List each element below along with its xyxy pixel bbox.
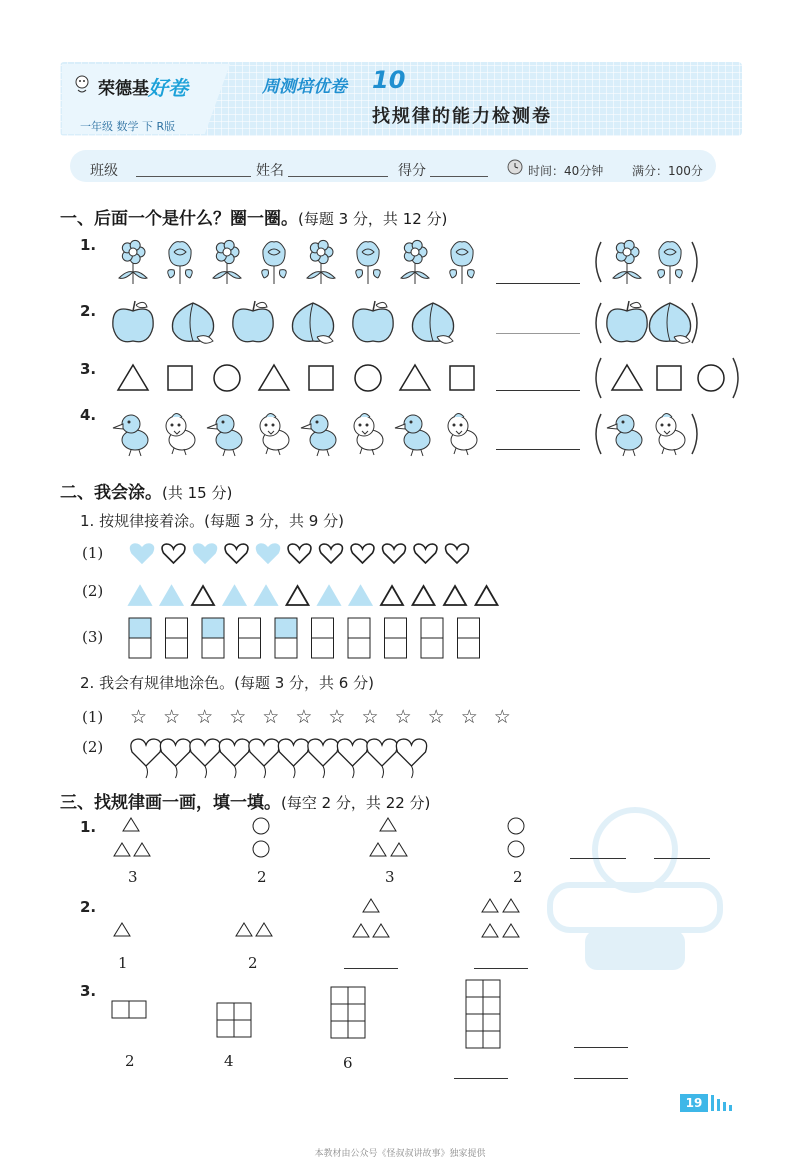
row-label: (2)	[82, 582, 104, 600]
part1-title: 1. 按规律接着涂。	[80, 512, 205, 530]
footer-credit: 本教材由公众号《怪叔叔讲故事》独家提供	[314, 1149, 486, 1159]
score-label: 得分	[398, 163, 426, 179]
row-label: (2)	[82, 738, 104, 756]
s3-q2-number: 2.	[80, 898, 97, 916]
q1-number: 1.	[80, 236, 97, 254]
s3-q2-label: 1	[118, 954, 128, 972]
triangle-group	[236, 923, 272, 936]
test-title: 周测培优卷	[262, 77, 347, 97]
grid-4	[217, 1003, 251, 1037]
sub-brand: 好卷	[148, 76, 188, 100]
section1-title: 一、后面一个是什么？圈一圈。	[60, 209, 298, 229]
triangle-group	[114, 923, 130, 936]
section1-note: (每题 3 分，共 12 分)	[298, 210, 448, 228]
grid-6	[331, 987, 365, 1038]
q3-number: 3.	[80, 360, 97, 378]
part1-note: (每题 3 分，共 9 分)	[204, 512, 344, 530]
test-number: 10	[372, 66, 406, 94]
row-label: (1)	[82, 544, 104, 562]
s3-q3-label: 6	[343, 1054, 353, 1072]
name-label: 姓名	[256, 163, 284, 179]
s3-q2-label: 2	[248, 954, 258, 972]
s3-q3-number: 3.	[80, 982, 97, 1000]
part2-title: 2. 我会有规律地涂色。	[80, 674, 235, 692]
circle-group	[253, 818, 269, 857]
s3-q1-label: 3	[385, 868, 395, 886]
full-score: 满分：100分	[632, 164, 703, 178]
s3-q1-label: 2	[513, 868, 523, 886]
section3-note: (每空 2 分，共 22 分)	[281, 794, 431, 812]
triangle-group	[353, 899, 389, 937]
page-title: 找规律的能力检测卷	[372, 106, 552, 127]
s3-q1-label: 3	[128, 868, 138, 886]
triangle-group	[114, 818, 150, 856]
watermark-logo	[540, 790, 730, 980]
s3-q3-label: 4	[224, 1052, 234, 1070]
row-label: (1)	[82, 708, 104, 726]
section3-title: 三、找规律画一画，填一填。	[60, 793, 281, 813]
grade-label: 一年级 数学 下 R版	[80, 120, 176, 133]
class-label: 班级	[90, 163, 118, 179]
brand-name: 荣德基	[98, 79, 149, 99]
stars-row[interactable]: ☆ ☆ ☆ ☆ ☆ ☆ ☆ ☆ ☆ ☆ ☆ ☆	[130, 706, 516, 728]
part2-note: (每题 3 分，共 6 分)	[234, 674, 374, 692]
section2-note: (共 15 分)	[162, 484, 233, 502]
section2-title: 二、我会涂。	[60, 483, 162, 503]
s3-q1-number: 1.	[80, 818, 97, 836]
circle-group	[508, 818, 524, 857]
q2-number: 2.	[80, 302, 97, 320]
triangle-group	[370, 818, 407, 856]
time-limit: 时间：40分钟	[528, 164, 604, 178]
grid-8	[466, 980, 500, 1048]
page-number: 19	[680, 1094, 708, 1112]
grid-2	[112, 1001, 146, 1018]
s3-q3-label: 2	[125, 1052, 135, 1070]
s3-q1-label: 2	[257, 868, 267, 886]
row-label: (3)	[82, 628, 104, 646]
q4-number: 4.	[80, 406, 97, 424]
page-stripes-icon	[711, 1095, 741, 1111]
triangle-group	[482, 899, 519, 937]
